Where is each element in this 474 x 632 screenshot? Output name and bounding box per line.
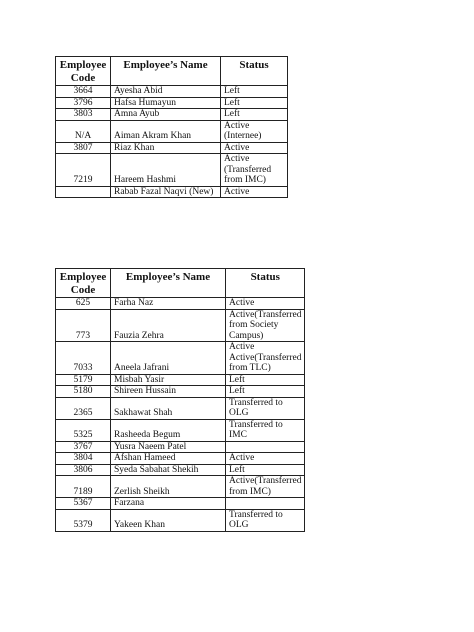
header-employee-name: Employee’s Name xyxy=(111,269,226,298)
employee-name-cell: Aneela Jafrani xyxy=(111,342,226,375)
employee-name-cell: Yakeen Khan xyxy=(111,509,226,531)
employee-code-cell: 5180 xyxy=(56,386,111,398)
status-cell: Active (Transferred from IMC) xyxy=(221,154,288,187)
employee-code-cell: 3796 xyxy=(56,97,111,109)
status-cell: Left xyxy=(221,109,288,121)
status-cell: Active(Transferred from Society Campus) xyxy=(226,309,305,342)
employee-name-cell: Rabab Fazal Naqvi (New) xyxy=(111,186,221,198)
employee-table-2 xyxy=(55,268,305,532)
employee-code-cell: 7033 xyxy=(56,342,111,375)
employee-table-1 xyxy=(55,56,288,198)
table-row xyxy=(56,142,288,154)
table-row xyxy=(56,86,288,98)
header-status: Status xyxy=(221,57,288,86)
status-cell: Left xyxy=(221,86,288,98)
status-cell: Active xyxy=(226,298,305,310)
employee-code-cell: 3804 xyxy=(56,453,111,465)
table-row xyxy=(56,498,305,510)
status-cell: Left xyxy=(226,386,305,398)
table-row xyxy=(56,509,305,531)
table-body xyxy=(56,298,305,532)
table-row xyxy=(56,441,305,453)
header-employee-code: Employee Code xyxy=(56,269,111,298)
employee-name-cell: Fauzia Zehra xyxy=(111,309,226,342)
employee-name-cell: Sakhawat Shah xyxy=(111,397,226,419)
employee-name-cell: Ayesha Abid xyxy=(111,86,221,98)
employee-code-cell: 5179 xyxy=(56,374,111,386)
employee-code-cell: 3767 xyxy=(56,441,111,453)
employee-name-cell: Farha Naz xyxy=(111,298,226,310)
employee-name-cell: Misbah Yasir xyxy=(111,374,226,386)
table-header-row xyxy=(56,57,288,86)
employee-name-cell: Hafsa Humayun xyxy=(111,97,221,109)
table-row xyxy=(56,154,288,187)
header-employee-code: Employee Code xyxy=(56,57,111,86)
employee-code-cell: 3806 xyxy=(56,464,111,476)
employee-code-cell: 5325 xyxy=(56,419,111,441)
table-row xyxy=(56,453,305,465)
employee-name-cell: Syeda Sabahat Shekih xyxy=(111,464,226,476)
employee-name-cell: Farzana xyxy=(111,498,226,510)
status-cell: Active xyxy=(221,142,288,154)
employee-code-cell: 2365 xyxy=(56,397,111,419)
status-cell xyxy=(226,441,305,453)
employee-name-cell: Afshan Hameed xyxy=(111,453,226,465)
header-employee-name: Employee’s Name xyxy=(111,57,221,86)
employee-code-cell: 5367 xyxy=(56,498,111,510)
table-row xyxy=(56,109,288,121)
status-cell xyxy=(226,498,305,510)
employee-code-cell xyxy=(56,186,111,198)
table-row xyxy=(56,464,305,476)
header-status: Status xyxy=(226,269,305,298)
table-row xyxy=(56,298,305,310)
table-row xyxy=(56,97,288,109)
status-cell: Transferred to OLG xyxy=(226,397,305,419)
table-body xyxy=(56,86,288,198)
employee-code-cell: 625 xyxy=(56,298,111,310)
table-row xyxy=(56,120,288,142)
table-row xyxy=(56,476,305,498)
table-row xyxy=(56,374,305,386)
employee-code-cell: 7219 xyxy=(56,154,111,187)
status-cell: Active (Internee) xyxy=(221,120,288,142)
employee-name-cell: Rasheeda Begum xyxy=(111,419,226,441)
employee-code-cell: 773 xyxy=(56,309,111,342)
status-cell: Transferred to OLG xyxy=(226,509,305,531)
table-header-row xyxy=(56,269,305,298)
table-row xyxy=(56,186,288,198)
status-cell: Left xyxy=(221,97,288,109)
employee-code-cell: 3807 xyxy=(56,142,111,154)
table-row xyxy=(56,309,305,342)
status-cell: Active xyxy=(226,453,305,465)
employee-name-cell: Riaz Khan xyxy=(111,142,221,154)
employee-name-cell: Hareem Hashmi xyxy=(111,154,221,187)
employee-code-cell: N/A xyxy=(56,120,111,142)
table-row xyxy=(56,386,305,398)
status-cell: Active Active(Transferred from TLC) xyxy=(226,342,305,375)
employee-name-cell: Aiman Akram Khan xyxy=(111,120,221,142)
employee-name-cell: Amna Ayub xyxy=(111,109,221,121)
employee-code-cell: 3664 xyxy=(56,86,111,98)
employee-name-cell: Yusra Naeem Patel xyxy=(111,441,226,453)
employee-name-cell: Shireen Hussain xyxy=(111,386,226,398)
status-cell: Transferred to IMC xyxy=(226,419,305,441)
status-cell: Left xyxy=(226,374,305,386)
employee-code-cell: 5379 xyxy=(56,509,111,531)
status-cell: Left xyxy=(226,464,305,476)
status-cell: Active(Transferred from IMC) xyxy=(226,476,305,498)
table-row xyxy=(56,397,305,419)
employee-code-cell: 3803 xyxy=(56,109,111,121)
employee-name-cell: Zerlish Sheikh xyxy=(111,476,226,498)
table-row xyxy=(56,419,305,441)
status-cell: Active xyxy=(221,186,288,198)
employee-code-cell: 7189 xyxy=(56,476,111,498)
table-row xyxy=(56,342,305,375)
